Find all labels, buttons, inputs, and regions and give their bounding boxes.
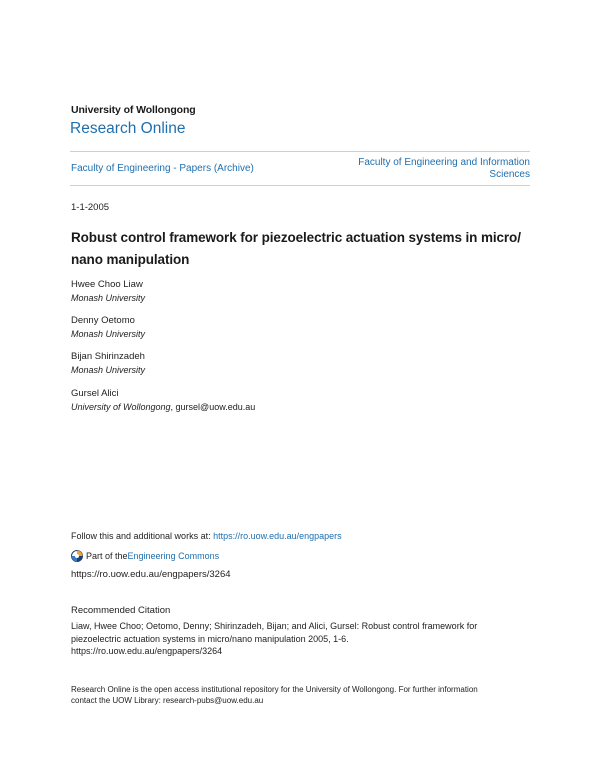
faculty-engineering-line2: Sciences <box>489 169 530 180</box>
part-of-text: Part of the <box>86 551 128 561</box>
author-name: Bijan Shirinzadeh <box>71 351 145 362</box>
author-affiliation <box>71 401 471 413</box>
author-block <box>71 315 471 340</box>
follow-line <box>71 531 342 541</box>
author-block <box>71 351 471 376</box>
commons-network-icon <box>71 550 83 562</box>
item-url[interactable]: https://ro.uow.edu.au/engpapers/3264 <box>71 569 231 580</box>
paper-title: Robust control framework for piezoelectric actuation systems in micro/ nano manipulation <box>71 230 521 267</box>
author-block <box>71 279 471 304</box>
research-online-link[interactable]: Research Online <box>70 120 186 137</box>
engpapers-link[interactable]: https://ro.uow.edu.au/engpapers <box>213 531 342 541</box>
footer-line: Research Online is the open access institutional repository for the University of Wollongong. For further information <box>71 685 478 694</box>
citation-heading: Recommended Citation <box>71 605 171 616</box>
footer-line: contact the UOW Library: research-pubs@uow.edu.au <box>71 696 264 705</box>
citation-url[interactable]: https://ro.uow.edu.au/engpapers/3264 <box>71 646 223 656</box>
author-block <box>71 388 471 413</box>
author-affiliation: Monash University <box>71 293 146 303</box>
author-affiliation: Monash University <box>71 329 146 339</box>
author-name: Hwee Choo Liaw <box>71 279 143 290</box>
bottom-divider <box>70 185 530 186</box>
faculty-papers-link[interactable]: Faculty of Engineering - Papers (Archive) <box>71 163 254 174</box>
university-name: University of Wollongong <box>71 104 196 116</box>
author-name: Gursel Alici <box>71 388 119 399</box>
part-of-line <box>71 550 219 562</box>
follow-text: Follow this and additional works at: <box>71 531 214 541</box>
affiliation-name: University of Wollongong <box>71 402 171 412</box>
footer-notice <box>71 684 541 706</box>
faculty-engineering-line1: Faculty of Engineering and Information <box>358 157 530 168</box>
author-email: , gursel@uow.edu.au <box>170 402 256 412</box>
citation-body <box>71 620 541 658</box>
engineering-commons-link[interactable]: Engineering Commons <box>127 551 220 561</box>
faculty-engineering-link[interactable] <box>290 157 530 181</box>
author-affiliation: Monash University <box>71 365 146 375</box>
publication-date: 1-1-2005 <box>71 202 110 213</box>
top-divider <box>70 151 530 152</box>
citation-line: Liaw, Hwee Choo; Oetomo, Denny; Shirinzadeh, Bijan; and Alici, Gursel: Robust control framework for <box>71 621 478 631</box>
author-name: Denny Oetomo <box>71 315 135 326</box>
citation-line: piezoelectric actuation systems in micro/nano manipulation 2005, 1-6. <box>71 633 349 644</box>
